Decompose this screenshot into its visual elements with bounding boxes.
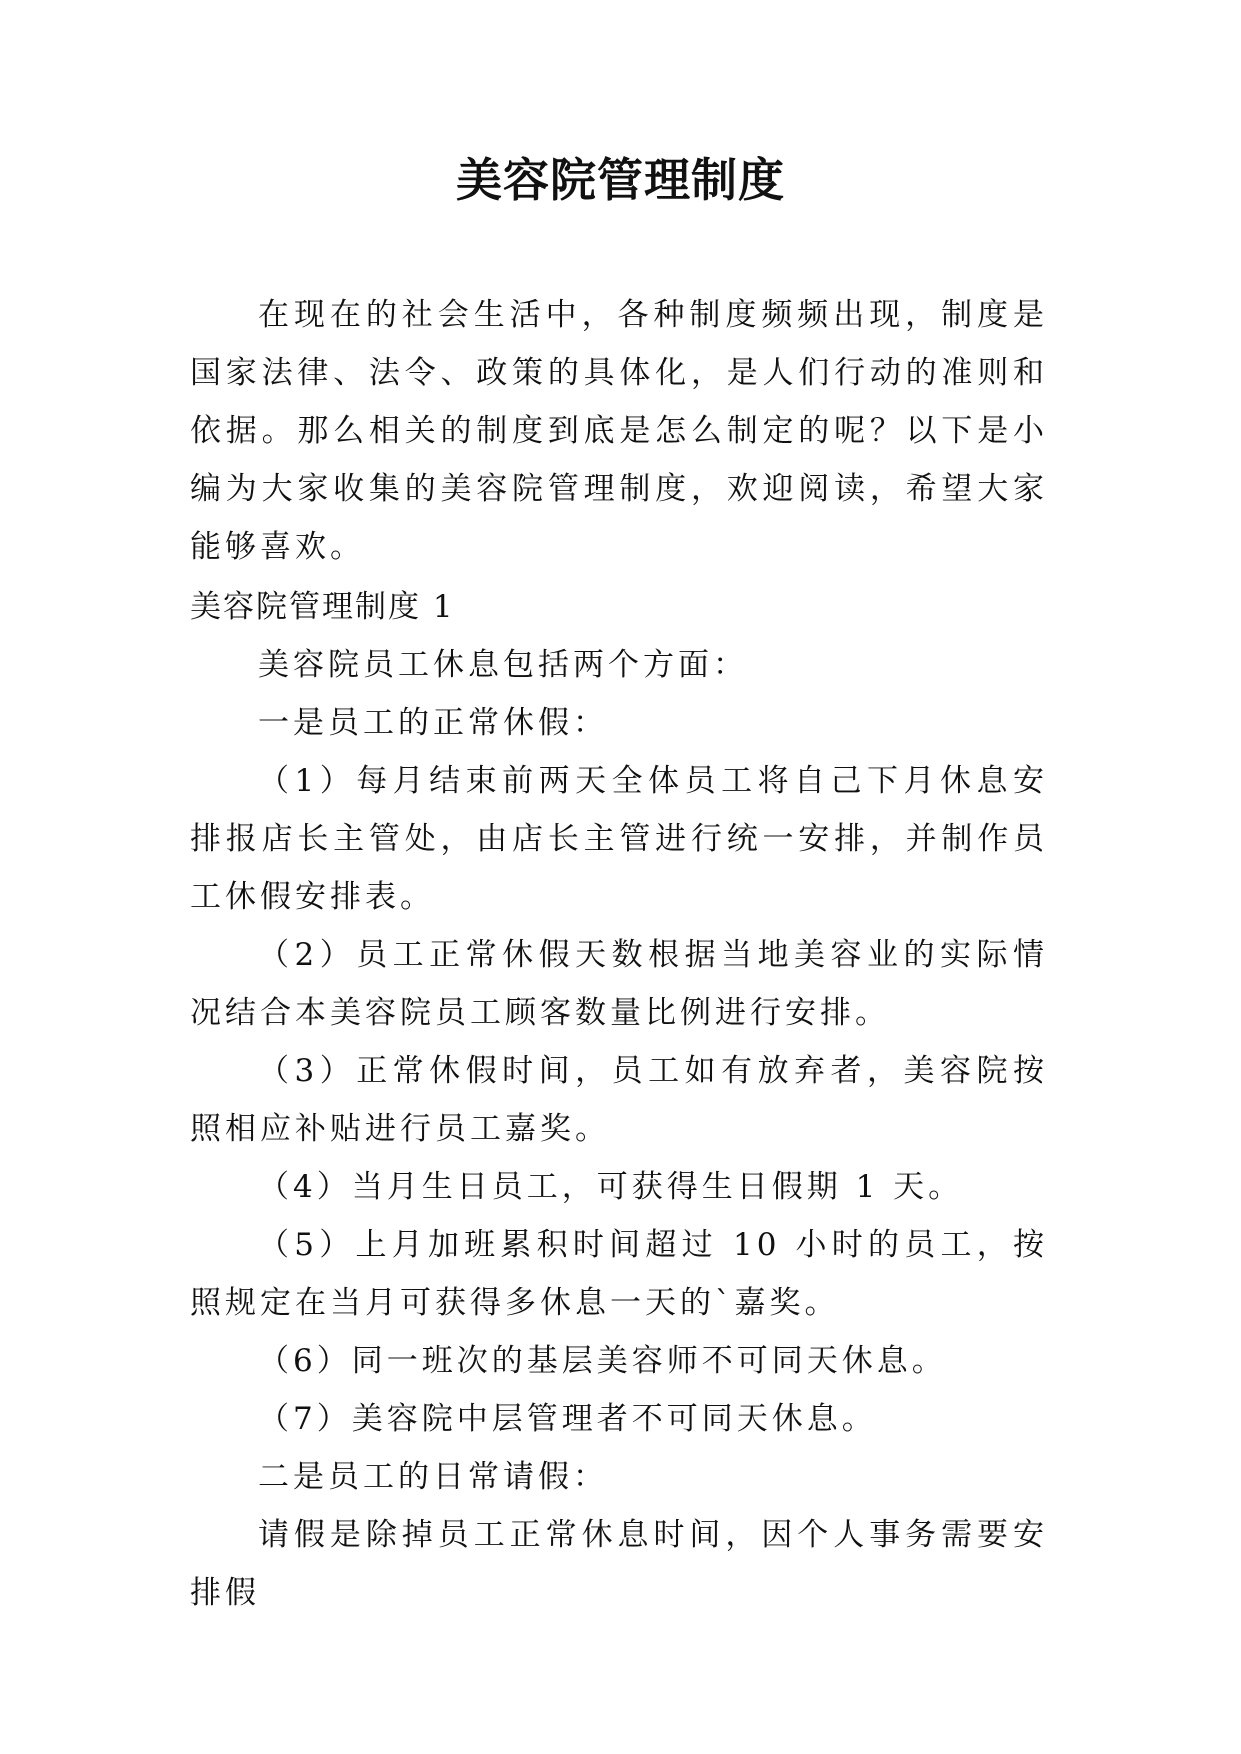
paragraph-daily-leave-heading: 二是员工的日常请假： xyxy=(258,1459,608,1495)
section-body xyxy=(190,578,1048,1622)
paragraph-rest-overview: 美容院员工休息包括两个方面： xyxy=(258,647,748,683)
page-title: 美容院管理制度 xyxy=(456,153,785,207)
list-item-3: （3）正常休假时间，员工如有放弃者，美容院按照相应补贴进行员工嘉奖。 xyxy=(190,1053,1048,1147)
section-heading: 美容院管理制度 1 xyxy=(190,589,455,625)
list-item-2: （2）员工正常休假天数根据当地美容业的实际情况结合本美容院员工顾客数量比例进行安排。 xyxy=(190,937,1048,1031)
list-item-4: （4）当月生日员工，可获得生日假期 1 天。 xyxy=(258,1169,964,1205)
list-item-6: （6）同一班次的基层美容师不可同天休息。 xyxy=(258,1343,947,1379)
intro-paragraph: 在现在的社会生活中，各种制度频频出现，制度是国家法律、法令、政策的具体化，是人们行动的准则和依据。那么相关的制度到底是怎么制定的呢？以下是小编为大家收集的美容院管理制度，欢迎阅读，希望大家能够喜欢。 xyxy=(190,297,1048,565)
paragraph-leave-definition: 请假是除掉员工正常休息时间，因个人事务需要安排假 xyxy=(190,1517,1048,1611)
list-item-1: （1）每月结束前两天全体员工将自己下月休息安排报店长主管处，由店长主管进行统一安排，并制作员工休假安排表。 xyxy=(190,763,1048,915)
list-item-5: （5）上月加班累积时间超过 10 小时的员工，按照规定在当月可获得多休息一天的`嘉奖。 xyxy=(190,1227,1048,1321)
list-item-7: （7）美容院中层管理者不可同天休息。 xyxy=(258,1401,877,1437)
paragraph-normal-leave-heading: 一是员工的正常休假： xyxy=(258,705,608,741)
